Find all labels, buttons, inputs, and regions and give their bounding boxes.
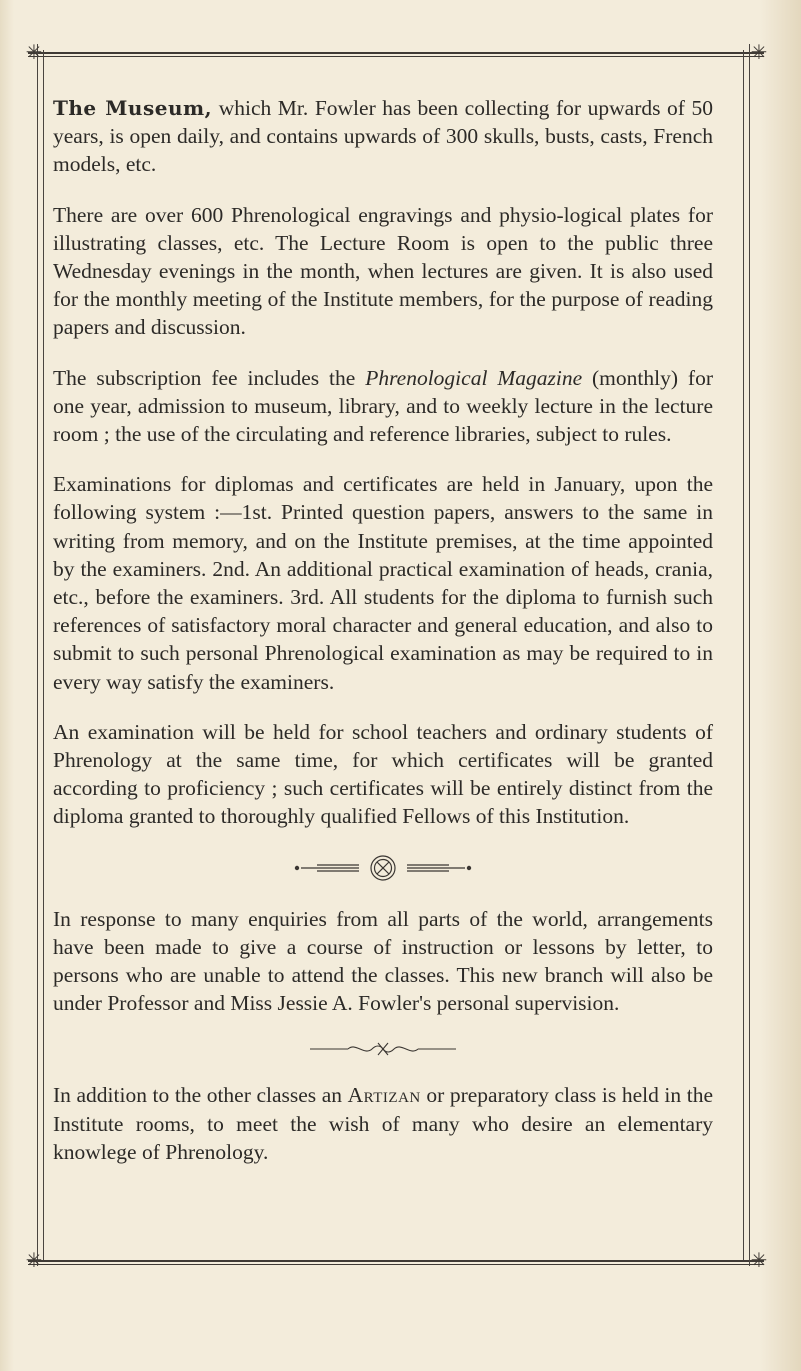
paragraph-teachers-examination: An examination will be held for school teachers and ordinary students of Phrenology at the same time, for which certificates will be granted according to proficiency ; such certificates will be entirely distinct from the diploma granted to thoroughly qualified Fellows of this Institution.: [53, 719, 713, 829]
paragraph-correspondence-course: In response to many enquiries from all parts of the world, arrangements have been made to give a course of instruction or lessons by letter, to persons who are unable to attend the classes. This new branch will also be under Professor and Miss Jessie A. Fowler's personal supervision.: [53, 906, 713, 1016]
museum-text: which Mr. Fowler has been collecting for upwards of 50 years, is open daily, and contains upwards of 300 skulls, busts, casts, French models, etc.: [53, 96, 713, 177]
museum-heading: The Museum,: [53, 96, 213, 120]
paragraph-artizan-class: [53, 1081, 713, 1166]
bottom-left-asterisk-icon: ✳: [25, 1248, 43, 1272]
scroll-flourish-ornament-icon: [53, 1039, 713, 1061]
subscription-text-end: (monthly) for one year, admission to museum, library, and to weekly lecture in the lecture room ; the use of the circulating and reference libraries, subject to rules.: [53, 365, 713, 447]
paragraph-museum: [53, 94, 713, 179]
artizan-text-end: or preparatory class is held in the Institute rooms, to meet the wish of many who desire an elementary knowlege of Phrenology.: [53, 1083, 713, 1164]
paragraph-examinations: Examinations for diplomas and certificates are held in January, upon the following system :—1st. Printed question papers, answers to the same in writing from memory, and on the Institute premises, at the time appointed by the examiners. 2nd. An additional practical examination of heads, crania, etc., before the examiners. 3rd. All students for the diploma to furnish such references of satisfactory moral character and general education, and also to submit to such personal Phrenological examination as may be required to in every way satisfy the examiners.: [53, 472, 713, 694]
magazine-title: Phrenological Magazine: [365, 365, 583, 390]
top-left-asterisk-icon: ✳: [25, 40, 43, 64]
medallion-rule-ornament-icon: [53, 853, 713, 883]
artizan-text-start: In addition to the other classes an: [53, 1083, 348, 1108]
subscription-text-start: The subscription fee includes the: [53, 365, 366, 390]
paragraph-subscription: [53, 364, 713, 449]
top-right-asterisk-icon: ✳: [750, 40, 768, 64]
artizan-term: Artizan: [347, 1083, 421, 1108]
bottom-right-asterisk-icon: ✳: [750, 1248, 768, 1272]
page-content: [53, 94, 713, 1188]
paragraph-engravings: There are over 600 Phrenological engravings and physio-logical plates for illustrating classes, etc. The Lecture Room is open to the public three Wednesday evenings in the month, when lectures are given. It is also used for the monthly meeting of the Institute members, for the purpose of reading papers and discussion.: [53, 202, 713, 340]
